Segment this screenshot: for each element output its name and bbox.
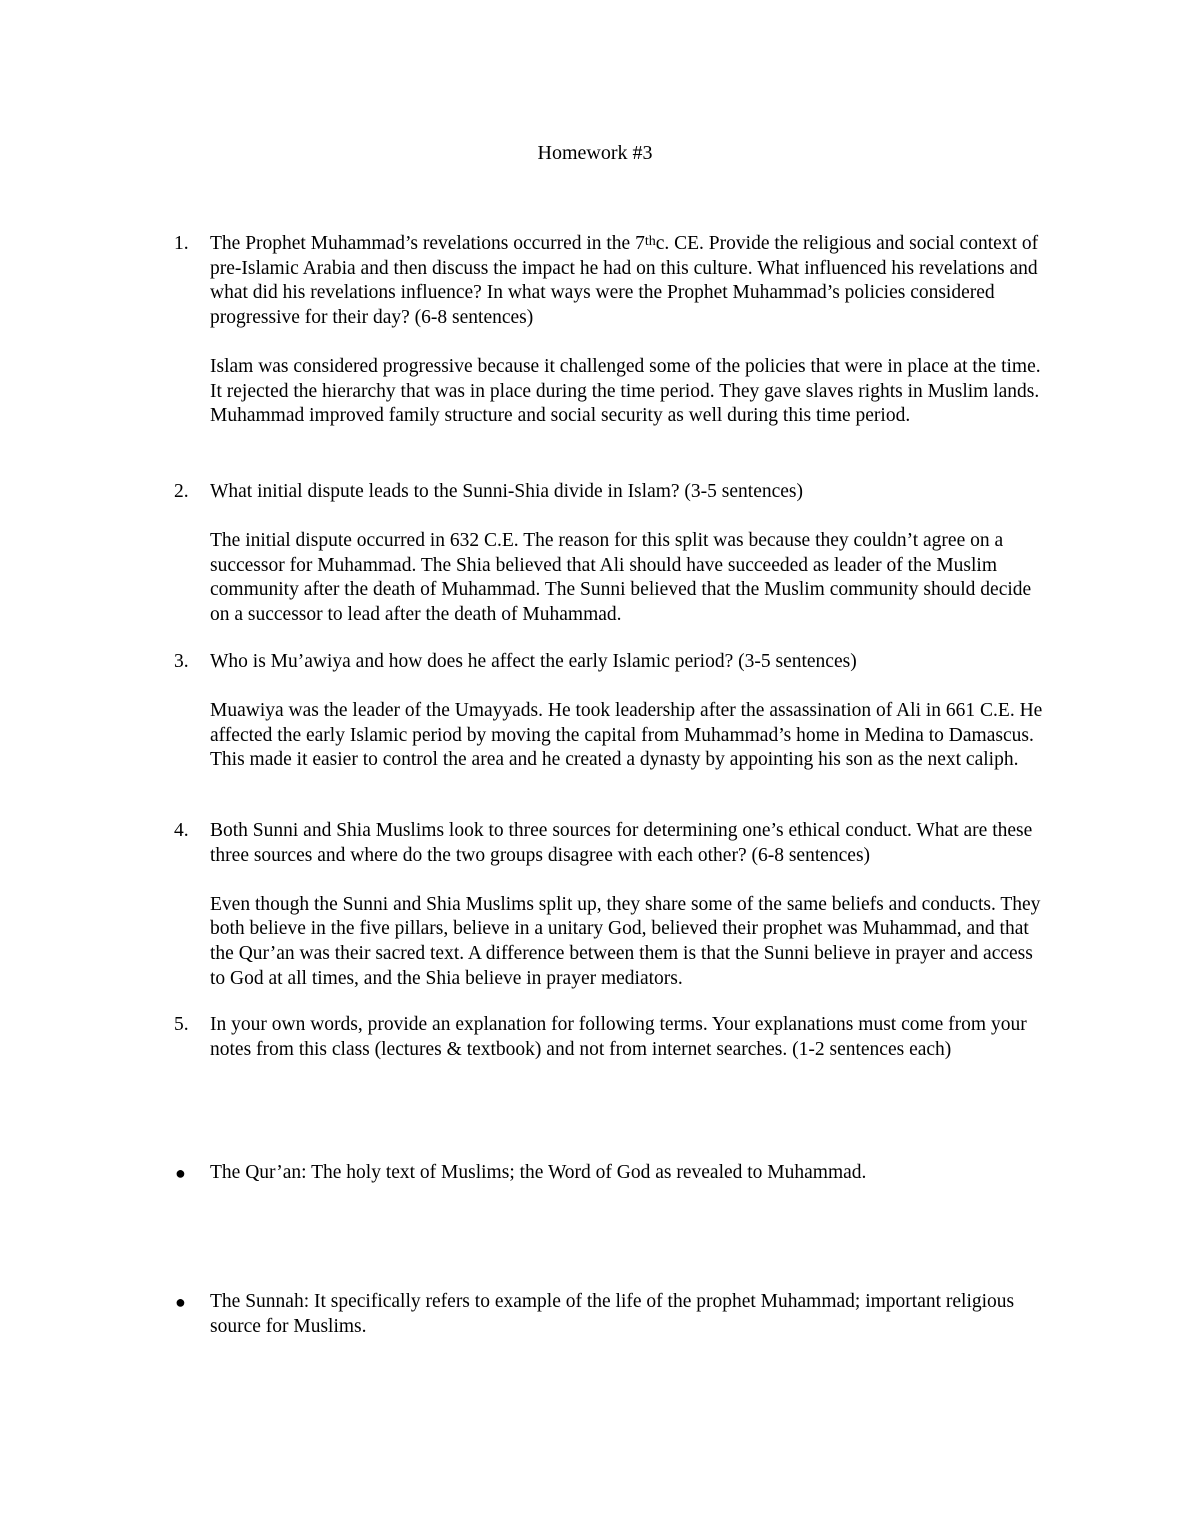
superscript-th: th — [644, 234, 656, 249]
question-body — [210, 819, 1050, 991]
question-body — [210, 1013, 1030, 1062]
question-text: In your own words, provide an explanation for following terms. Your explanations must come from your notes from this class (lectures & textbook) and not from internet searches. (1-2 sentences each) — [210, 1014, 1027, 1060]
question-text-pre: The Prophet Muhammad’s revelations occurred in the 7 — [210, 233, 645, 254]
question-number: 3. — [174, 651, 189, 672]
question-number: 1. — [174, 233, 189, 254]
question-number: 5. — [174, 1014, 189, 1035]
bullet-icon: ● — [175, 1292, 186, 1312]
answer-text: Islam was considered progressive because it challenged some of the policies that were in place at the time. It rejected the hierarchy that was in place during the time period. They gave slaves rights in Muslim lands. Muhammad improved family structure and social security as well during this time period. — [210, 355, 1041, 427]
question-body — [210, 650, 1055, 773]
term-text: The Qur’an: The holy text of Muslims; the Word of God as revealed to Muhammad. — [210, 1162, 867, 1183]
question-body — [210, 232, 1050, 429]
answer-text: Muawiya was the leader of the Umayyads. He took leadership after the assassination of Ali in 661 C.E. He affected the early Islamic period by moving the capital from Muhammad’s home in Medina to Damascus. This made it easier to control the area and he created a dynasty by appointing his son as the next caliph. — [210, 700, 1043, 771]
question-number: 2. — [174, 481, 189, 502]
question-text: Who is Mu’awiya and how does he affect the early Islamic period? (3-5 sentences) — [210, 651, 857, 672]
question-text: Both Sunni and Shia Muslims look to three sources for determining one’s ethical conduct. What are these three sources and where do the two groups disagree with each other? (6-8 sentences) — [210, 820, 1033, 866]
page-title: Homework #3 — [537, 142, 653, 164]
question-text — [210, 232, 1050, 330]
question-number: 4. — [174, 820, 189, 841]
term-text: The Sunnah: It specifically refers to example of the life of the prophet Muhammad; important religious source for Muslims. — [210, 1291, 1015, 1337]
answer-text: The initial dispute occurred in 632 C.E. The reason for this split was because they couldn’t agree on a successor for Muhammad. The Shia believed that Ali should have succeeded as leader of the Muslim community after the death of Muhammad. The Sunni believed that the Muslim community should decide on a successor to lead after the death of Muhammad. — [210, 530, 1032, 625]
bullet-icon: ● — [175, 1163, 186, 1183]
question-text-post: c. CE. Provide the religious and social context of pre-Islamic Arabia and then discuss the impact he had on this culture. What influenced his revelations and what did his revelations influence? In what ways were the Prophet Muhammad’s policies considered progressive for their day? (6-8 sentences) — [210, 233, 1039, 328]
question-text: What initial dispute leads to the Sunni-Shia divide in Islam? (3-5 sentences) — [210, 481, 803, 502]
question-body — [210, 480, 1055, 628]
answer-text: Even though the Sunni and Shia Muslims split up, they share some of the same beliefs and conducts. They both believe in the five pillars, believe in a unitary God, believed their prophet was Muhammad, and that the Qur’an was their sacred text. A difference between them is that the Sunni believe in prayer and access to God at all times, and the Shia believe in prayer mediators. — [210, 893, 1041, 989]
